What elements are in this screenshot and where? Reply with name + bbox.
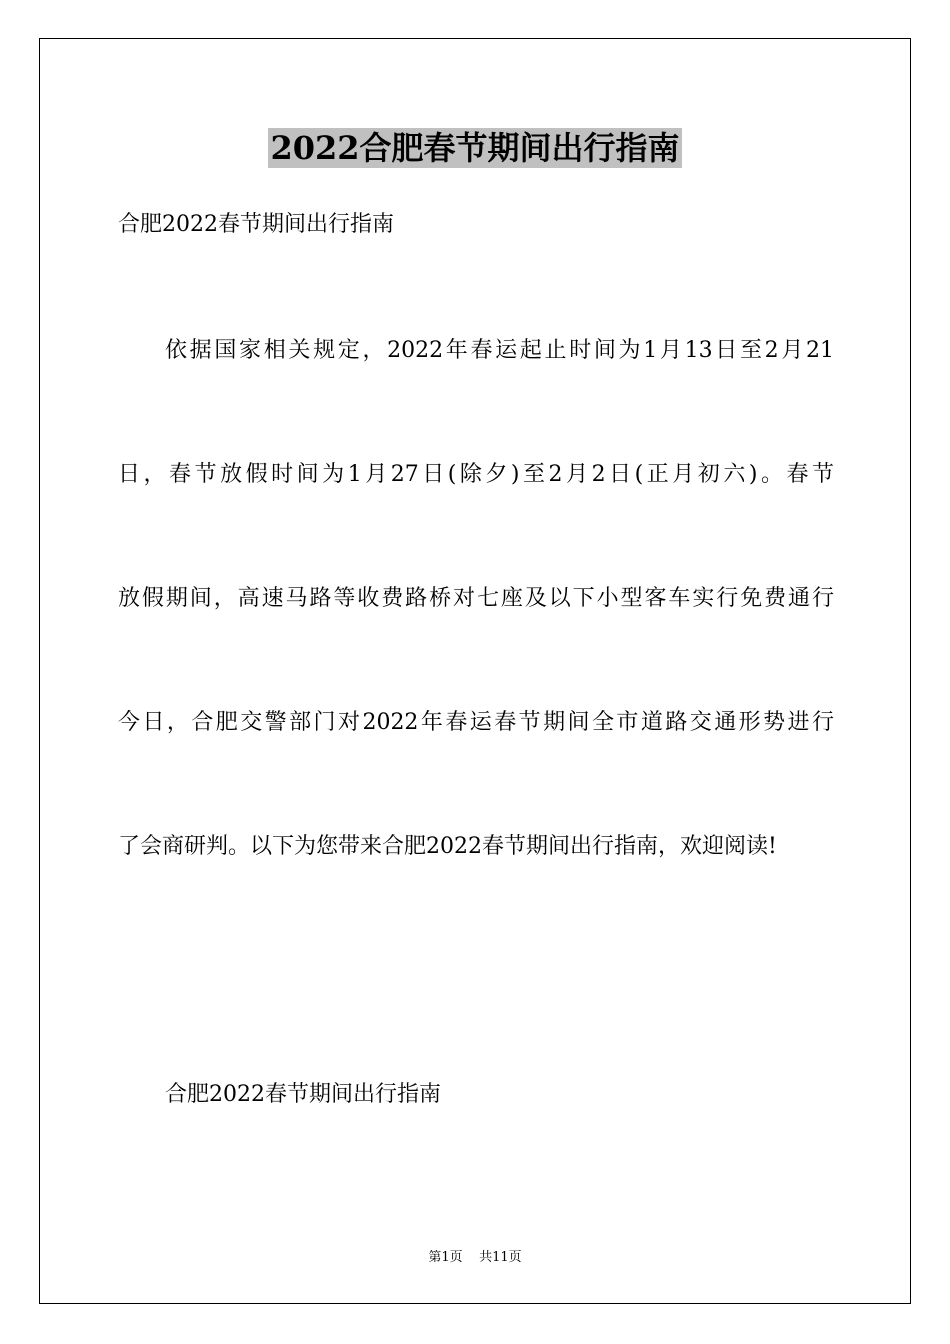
page-footer (0, 1249, 950, 1267)
section-heading: 合肥2022春节期间出行指南 (165, 1082, 441, 1107)
paragraph-line: 了会商研判。以下为您带来合肥2022春节期间出行指南，欢迎阅读! (118, 834, 777, 859)
document-subtitle: 合肥2022春节期间出行指南 (118, 212, 394, 237)
paragraph-line: 依据国家相关规定，2022年春运起止时间为1月13日至2月21 (165, 338, 834, 363)
page-total: 共11页 (479, 1250, 522, 1265)
paragraph-line: 今日，合肥交警部门对2022年春运春节期间全市道路交通形势进行 (118, 710, 834, 735)
paragraph-line: 日，春节放假时间为1月27日(除夕)至2月2日(正月初六)。春节 (118, 462, 834, 487)
document-title: 2022合肥春节期间出行指南 (270, 129, 680, 167)
paragraph-line: 放假期间，高速马路等收费路桥对七座及以下小型客车实行免费通行 (118, 586, 834, 611)
title-container (0, 128, 950, 168)
page-number: 第1页 (428, 1250, 463, 1265)
